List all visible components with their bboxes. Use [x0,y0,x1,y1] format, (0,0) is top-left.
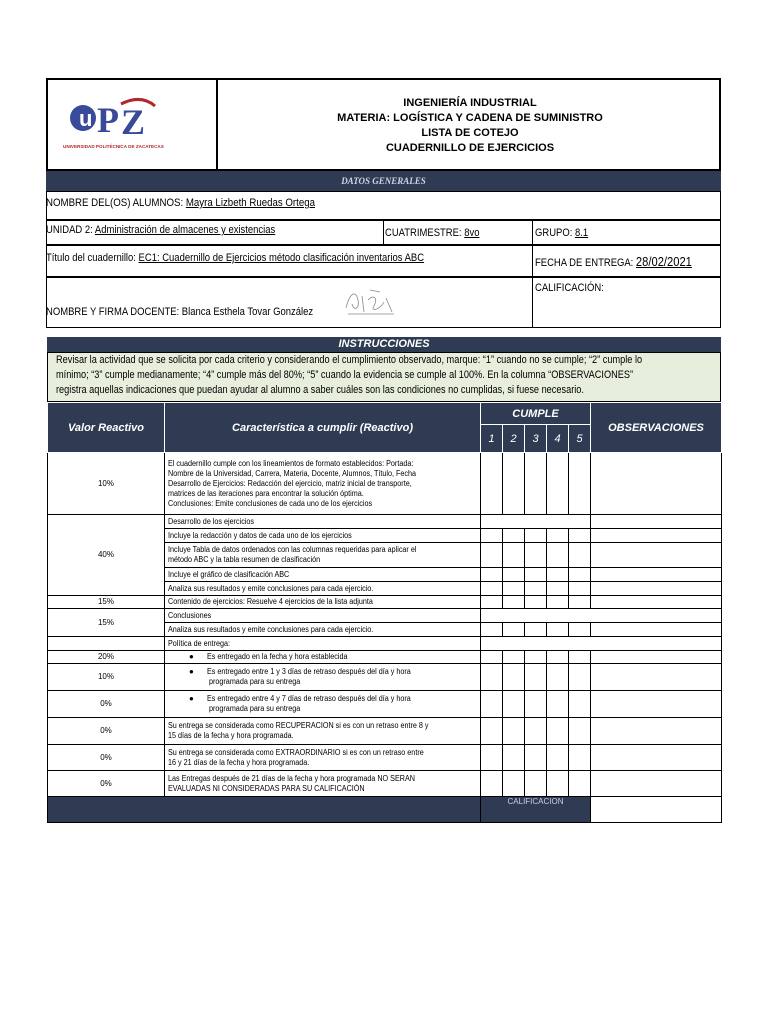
score-cell[interactable] [503,745,525,771]
score-cell[interactable] [547,718,569,745]
grade-label: CALIFICACIÓN: [535,282,604,294]
notebook-title-value: EC1: Cuadernillo de Ejercicios método clasificación inventarios ABC [138,252,425,264]
observation-cell[interactable] [591,718,722,745]
divider [383,220,384,245]
svg-text:Z: Z [121,102,146,142]
score-cell[interactable] [503,568,525,582]
score-cell[interactable] [569,568,591,582]
row-criterion: Conclusiones [165,609,481,623]
row-criterion: Incluye Tabla de datos ordenados con las columnas requeridas para aplicar el método ABC y la tabla resumen de clasificación [165,543,481,568]
score-cell[interactable] [481,718,503,745]
score-cell[interactable] [569,529,591,543]
students-value: Mayra Lizbeth Ruedas Ortega [185,197,315,209]
observation-cell[interactable] [591,771,722,797]
score-cell[interactable] [569,664,591,691]
observation-cell[interactable] [591,691,722,718]
observation-cell[interactable] [591,453,722,515]
svg-text:UNIVERSIDAD POLITÉCNICA DE ZAC: UNIVERSIDAD POLITÉCNICA DE ZACATECAS [63,144,164,149]
score-5-header: 5 [569,425,591,453]
score-cell[interactable] [481,529,503,543]
score-cell[interactable] [481,745,503,771]
row-value: 15% [48,609,165,637]
document-type: LISTA DE COTEJO [421,127,519,139]
score-cell[interactable] [569,745,591,771]
observation-cell[interactable] [591,651,722,664]
score-cell[interactable] [569,651,591,664]
score-cell[interactable] [481,596,503,609]
col-header-characteristic: Característica a cumplir (Reactivo) [165,403,481,453]
table-row [48,664,722,691]
score-cell[interactable] [525,543,547,568]
table-row [48,515,722,529]
score-2-header: 2 [503,425,525,453]
score-cell[interactable] [503,529,525,543]
program-title: INGENIERÍA INDUSTRIAL [403,97,537,109]
row-value: 10% [48,453,165,515]
empty-cell [481,637,722,651]
score-cell[interactable] [547,582,569,596]
score-cell[interactable] [481,453,503,515]
empty-cell [48,637,165,651]
row-criterion: Incluye el gráfico de clasificación ABC [165,568,481,582]
score-cell[interactable] [547,745,569,771]
row-criterion: Incluye la redacción y datos de cada uno de los ejercicios [165,529,481,543]
score-cell[interactable] [481,771,503,797]
teacher-value: Blanca Esthela Tovar González [181,306,314,318]
score-cell[interactable] [481,651,503,664]
notebook-title-field [46,252,486,264]
score-cell[interactable] [503,651,525,664]
svg-text:u: u [79,106,93,131]
score-cell[interactable] [547,529,569,543]
score-cell[interactable] [481,623,503,637]
group-label: GRUPO: [535,227,573,239]
score-cell[interactable] [547,623,569,637]
instructions-line: mínimo; “3” cumple medianamente; “4” cumple más del 80%; “5” cuando la evidencia se cumple al 100%. En la columna “OBSERVACIONES” [56,369,634,381]
observation-cell[interactable] [591,515,722,529]
col-header-observations: OBSERVACIONES [591,403,722,453]
score-cell[interactable] [525,623,547,637]
score-cell[interactable] [503,453,525,515]
observation-cell[interactable] [591,543,722,568]
score-cell[interactable] [525,582,547,596]
subject-title: MATERIA: LOGÍSTICA Y CADENA DE SUMINISTRO [337,112,603,124]
score-cell[interactable] [503,691,525,718]
bullet-icon: ● [189,667,194,676]
score-cell[interactable] [569,582,591,596]
score-cell[interactable] [547,651,569,664]
notebook-title-label: Título del cuadernillo: [46,252,136,264]
score-cell[interactable] [525,745,547,771]
row-criterion: Analiza sus resultados y emite conclusiones para cada ejercicio. [165,582,481,596]
due-date-value: 28/02/2021 [635,254,692,269]
unit-label: UNIDAD 2: [46,224,93,236]
score-cell[interactable] [569,543,591,568]
row-criterion: Las Entregas después de 21 días de la fecha y hora programada NO SERAN EVALUADAS NI CONSIDERADAS PARA SU CALIFICACIÓN [165,771,481,797]
score-cell[interactable] [503,664,525,691]
svg-text:P: P [97,100,119,140]
bullet-icon: ● [189,694,194,703]
observation-cell[interactable] [591,596,722,609]
total-spacer [48,797,481,823]
row-value: 20% [48,651,165,664]
logo-cell [48,80,218,169]
score-cell[interactable] [503,582,525,596]
due-date-field [535,254,717,269]
score-cell[interactable] [547,543,569,568]
instructions-body [47,352,721,402]
score-cell[interactable] [547,453,569,515]
score-cell [481,515,591,529]
score-cell[interactable] [569,596,591,609]
score-cell[interactable] [503,771,525,797]
score-cell[interactable] [481,582,503,596]
header-title-block [220,96,720,156]
university-logo [63,90,173,160]
score-cell[interactable] [525,691,547,718]
instructions-line: registra aquellas indicaciones que puedan ayudar al alumno a saber cuáles son las condiciones no cumplidas, si fuese necesario. [56,384,584,396]
score-cell[interactable] [569,771,591,797]
score-cell[interactable] [525,529,547,543]
students-label: NOMBRE DEL(OS) ALUMNOS: [46,197,184,209]
row-value: 10% [48,664,165,691]
score-cell[interactable] [503,543,525,568]
instructions-header: INSTRUCCIONES [47,337,721,352]
rubric-table [47,402,722,823]
score-cell[interactable] [481,568,503,582]
row-value: 0% [48,771,165,797]
score-cell[interactable] [503,623,525,637]
divider [532,220,533,245]
table-row [48,771,722,797]
row-value: 0% [48,718,165,745]
score-cell[interactable] [525,568,547,582]
row-criterion: ● Es entregado entre 4 y 7 días de retraso después del día y hora programada para su entrega [165,691,481,718]
bullet-icon: ● [189,652,194,661]
score-cell[interactable] [503,718,525,745]
unit-value: Administración de almacenes y existencias [94,224,276,236]
row-value: 0% [48,745,165,771]
score-cell[interactable] [547,771,569,797]
row-value: 0% [48,691,165,718]
row-criterion: Su entrega se considerada como EXTRAORDINARIO si es con un retraso entre 16 y 21 días de la fecha y hora programada. [165,745,481,771]
table-row [48,691,722,718]
observation-cell[interactable] [591,664,722,691]
score-cell[interactable] [569,718,591,745]
observation-cell[interactable] [591,745,722,771]
score-cell[interactable] [525,596,547,609]
teacher-field [46,306,357,318]
instructions-line: Revisar la actividad que se solicita por cada criterio y considerando el cumplimiento observado, marque: “1” cuando no se cumple; “2” cumple lo [56,354,643,366]
score-cell[interactable] [569,623,591,637]
term-value: 8vo [464,227,480,239]
document-subtitle: CUADERNILLO DE EJERCICIOS [385,142,555,154]
score-cell[interactable] [525,771,547,797]
total-row [48,797,722,823]
table-row [48,453,722,515]
observation-cell[interactable] [591,529,722,543]
table-row [48,596,722,609]
score-cell[interactable] [525,718,547,745]
score-cell[interactable] [547,664,569,691]
unit-field [46,224,313,236]
score-cell[interactable] [481,543,503,568]
total-grade-cell[interactable] [591,797,722,823]
score-cell[interactable] [525,651,547,664]
due-date-label: FECHA DE ENTREGA: [535,257,634,269]
row-criterion: Contenido de ejercicios: Resuelve 4 ejercicios de la lista adjunta [165,596,481,609]
score-cell[interactable] [481,664,503,691]
students-field [46,197,646,209]
teacher-label: NOMBRE Y FIRMA DOCENTE: [46,306,180,318]
table-row [48,718,722,745]
table-row [48,609,722,623]
table-row [48,745,722,771]
table-row [48,637,722,651]
row-criterion: El cuadernillo cumple con los lineamientos de formato establecidos: Portada: Nombre de la Universidad, Carrera, Materia, Docente, Alumnos, Título, Fecha Desarrollo de Ejercicios: Redacción del ejercicio, matriz inicial de transporte, matrices de las iteraciones para encontrar la solución óptima. Conclusiones: Emite conclusiones de cada uno de los ejercicios [165,453,481,515]
row-criterion: ● Es entregado entre 1 y 3 días de retraso después del día y hora programada para su entrega [165,664,481,691]
group-value: 8.1 [574,227,589,239]
score-cell[interactable] [503,596,525,609]
col-header-complies: CUMPLE [481,403,591,425]
row-value: 15% [48,596,165,609]
score-cell[interactable] [481,691,503,718]
observation-cell[interactable] [591,568,722,582]
observation-cell[interactable] [591,582,722,596]
observation-cell[interactable] [591,623,722,637]
empty-cell [481,609,722,623]
row-value: 40% [48,515,165,596]
table-row [48,651,722,664]
policy-heading: Política de entrega: [165,637,481,651]
score-cell[interactable] [525,453,547,515]
score-cell[interactable] [547,691,569,718]
score-cell[interactable] [525,664,547,691]
row-criterion: Desarrollo de los ejercicios [165,515,481,529]
signature [340,286,400,320]
general-data-header: DATOS GENERALES [46,171,721,191]
total-label: CALIFICACION [481,797,591,823]
term-label: CUATRIMESTRE: [385,227,462,239]
row-criterion: ● Es entregado en la fecha y hora establecida [165,651,481,664]
score-1-header: 1 [481,425,503,453]
group-field [535,227,597,239]
col-header-value: Valor Reactivo [48,403,165,453]
term-field [385,227,495,239]
score-3-header: 3 [525,425,547,453]
score-cell[interactable] [547,596,569,609]
row-criterion: Analiza sus resultados y emite conclusiones para cada ejercicio. [165,623,481,637]
score-cell[interactable] [547,568,569,582]
score-4-header: 4 [547,425,569,453]
score-cell[interactable] [569,691,591,718]
row-criterion: Su entrega se considerada como RECUPERACION si es con un retraso entre 8 y 15 días de la fecha y hora programada. [165,718,481,745]
score-cell[interactable] [569,453,591,515]
